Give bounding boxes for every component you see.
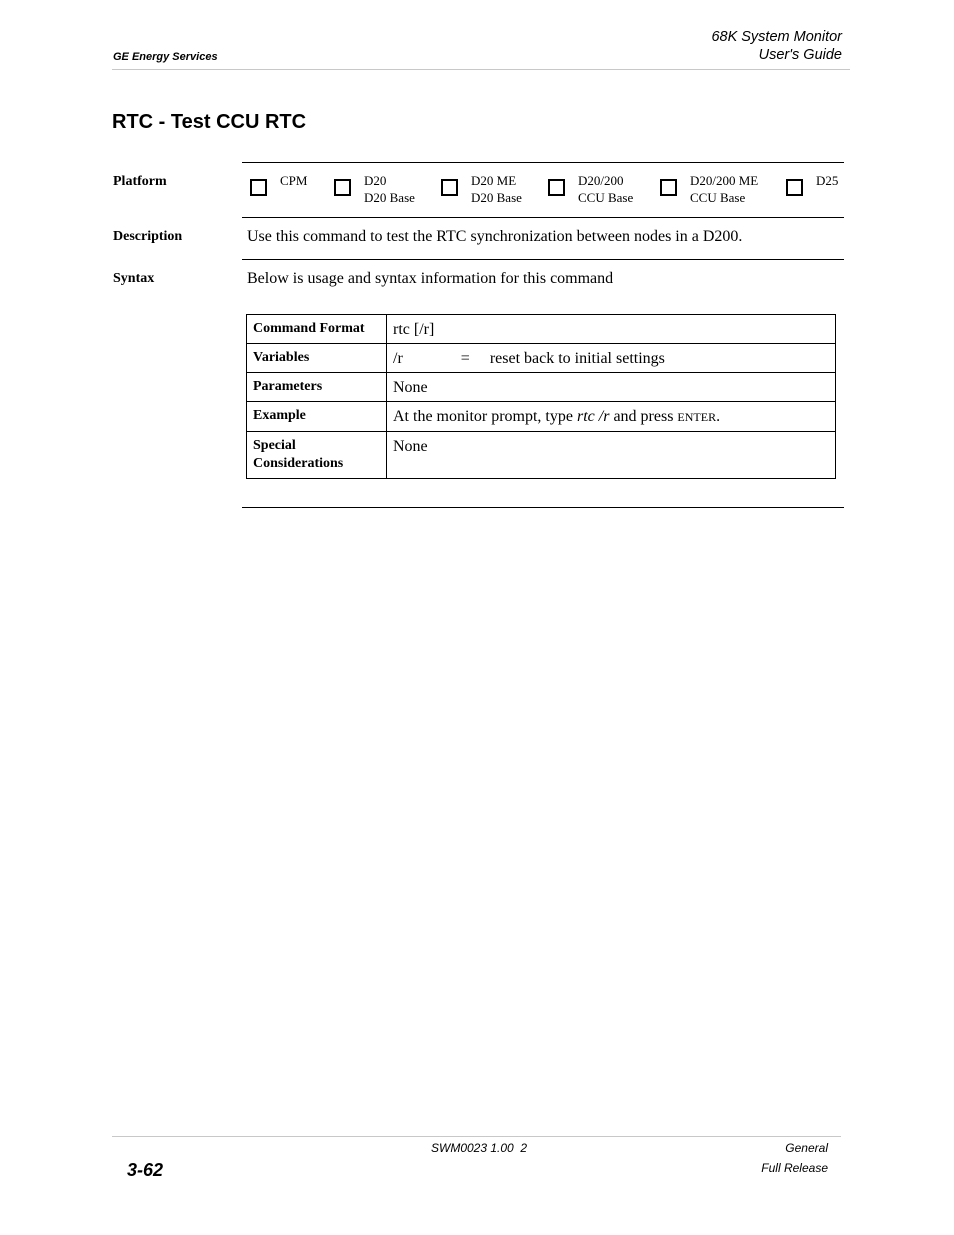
variables-value (387, 344, 836, 373)
platform-checkbox-cpm (250, 179, 267, 196)
example-value (387, 402, 836, 432)
section-bottom-rule (242, 507, 844, 508)
platform-checkbox-d20 (334, 179, 351, 196)
example-middle: and press (609, 408, 678, 425)
table-row-variables (247, 344, 836, 373)
platform-label: Platform (113, 174, 167, 189)
company-name: GE Energy Services (113, 51, 218, 63)
platform-checkbox-d25 (786, 179, 803, 196)
platform-checkbox-d20-200-me (660, 179, 677, 196)
platform-option-cpm: CPM (280, 173, 308, 188)
special-considerations-value: None (387, 432, 836, 479)
variable-equals: = (460, 350, 470, 367)
platform-bottom-rule (242, 217, 844, 218)
footer-divider (112, 1136, 841, 1137)
document-title-line2: User's Guide (758, 47, 842, 63)
table-row-parameters (247, 373, 836, 402)
header-divider (112, 69, 850, 70)
command-format-value: rtc [/r] (387, 315, 836, 344)
footer-doc-number: SWM0023 1.00 2 (431, 1141, 528, 1155)
special-considerations-key: Special Considerations (247, 432, 387, 479)
document-title-line1: 68K System Monitor (711, 29, 842, 45)
platform-option-d20-200: D20/200 CCU Base (578, 173, 634, 205)
page-number: 3-62 (127, 1160, 164, 1180)
platform-option-d20: D20 D20 Base (364, 173, 415, 205)
syntax-text: Below is usage and syntax information for this command (247, 270, 614, 287)
example-suffix: . (716, 408, 721, 425)
document-title (542, 28, 842, 64)
platform-checkbox-d20-me (441, 179, 458, 196)
variables-key: Variables (247, 344, 387, 373)
example-prefix: At the monitor prompt, type (393, 408, 577, 425)
variable-name: /r (393, 350, 403, 367)
page-title: RTC - Test CCU RTC (112, 111, 307, 133)
example-key: Example (247, 402, 387, 432)
platform-top-rule (242, 162, 844, 163)
command-syntax-table (246, 314, 836, 479)
parameters-value: None (387, 373, 836, 402)
description-bottom-rule (242, 259, 844, 260)
syntax-label: Syntax (113, 271, 155, 286)
example-command: rtc /r (576, 408, 610, 425)
footer-release: Full Release (761, 1161, 828, 1175)
platform-option-d20-200-me: D20/200 ME CCU Base (690, 173, 759, 205)
table-row-command-format (247, 315, 836, 344)
description-text: Use this command to test the RTC synchronization between nodes in a D200. (247, 228, 743, 245)
platform-option-d25: D25 (816, 173, 839, 188)
footer-category: General (785, 1141, 828, 1155)
description-label: Description (113, 229, 183, 244)
command-format-key: Command Format (247, 315, 387, 344)
table-row-special-considerations (247, 432, 836, 479)
parameters-key: Parameters (247, 373, 387, 402)
platform-checkbox-d20-200 (548, 179, 565, 196)
example-key-name: ENTER (677, 410, 717, 424)
platform-option-d20-me: D20 ME D20 Base (471, 173, 522, 205)
variable-description: reset back to initial settings (489, 350, 665, 367)
table-row-example (247, 402, 836, 432)
